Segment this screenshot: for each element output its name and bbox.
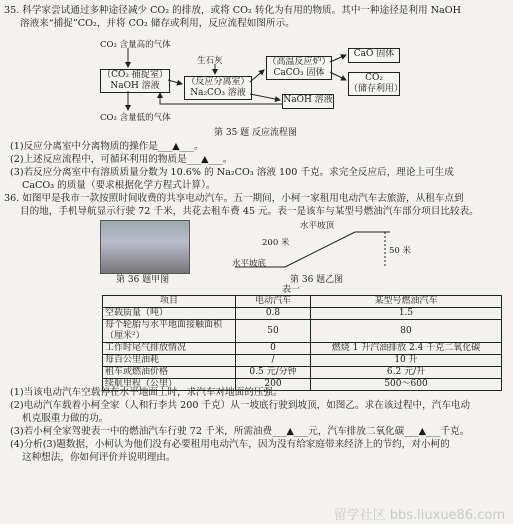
arrow-to-furnace bbox=[250, 70, 264, 82]
co2-capture-title: （CO₂ 捕捉室） bbox=[102, 70, 168, 80]
q35-intro-line1: 35. 科学家尝试通过多种途径减少 CO₂ 的排放，或将 CO₂ 转化为有用的物质。其中一种途径是利用 NaOH bbox=[4, 5, 461, 16]
electric-value: 0 bbox=[236, 343, 311, 355]
slope-length-label: 200 米 bbox=[262, 238, 290, 248]
header-fuel: 某型号燃油汽车 bbox=[311, 296, 502, 308]
reaction-separation-title: （反应分离室） bbox=[186, 77, 250, 87]
figure-a-caption: 第 36 题甲图 bbox=[116, 275, 170, 285]
table-header-row bbox=[103, 296, 502, 308]
fuel-value: 10 升 bbox=[311, 355, 502, 367]
q35-sub3-line1: (3)若反应分离室中有溶质质量分数为 10.6% 的 Na₂CO₃ 溶液 100 千克。求完全反应后，理论上可生成 bbox=[10, 167, 454, 178]
q36-intro-line1: 36. 如图甲是我市一款按照时间收费的共享电动汽车。五一期间，小柯一家租用电动汽车去旅游，从租车点到 bbox=[4, 193, 464, 204]
slope-height-label: 50 米 bbox=[389, 246, 412, 256]
comparison-table bbox=[102, 295, 502, 391]
electric-value: / bbox=[236, 355, 311, 367]
q36-sub2-line1: (2)电动汽车载着小柯全家（人和行李共 200 千克）从一坡底行驶到坡顶，如图乙。求在该过程中，汽车电动 bbox=[10, 400, 471, 411]
arrow-to-separation bbox=[168, 80, 182, 84]
table-row bbox=[103, 343, 502, 355]
q36-sub4-line2: 这种想法，你如何评价并说明理由。 bbox=[22, 452, 176, 463]
furnace-solid: CaCO₃ 固体 bbox=[273, 68, 325, 78]
table-title: 表一 bbox=[282, 285, 301, 295]
q36-sub3: (3)若小柯全家驾驶表一中的燃油汽车行驶 72 千米，所需油费___▲___元，汽车排放二氧化碳___▲___千克。 bbox=[10, 426, 470, 437]
electric-car-photo bbox=[100, 220, 190, 274]
naoh-solution-box: NaOH 溶液 bbox=[282, 94, 334, 109]
figure-b-caption: 第 36 题乙图 bbox=[290, 275, 344, 285]
q35-sub3-line2: CaCO₃ 的质量（要求根据化学方程式计算）。 bbox=[22, 180, 216, 191]
fuel-value: 80 bbox=[311, 320, 502, 343]
row-label: 空载质量（吨） bbox=[103, 308, 236, 320]
slope-base-label: 水平坡底 bbox=[232, 259, 267, 269]
arrow-to-co2-storage bbox=[330, 72, 346, 80]
arrow-to-naoh bbox=[250, 94, 280, 100]
row-label: 续航里程（公里） bbox=[103, 379, 236, 391]
slope-incline bbox=[285, 232, 355, 267]
co2-storage-formula: CO₂ bbox=[365, 73, 383, 83]
row-label: 每个轮胎与水平地面接触面积（厘米²） bbox=[103, 320, 236, 343]
high-co2-gas-label: CO₂ 含量高的气体 bbox=[100, 40, 171, 50]
table-row bbox=[103, 308, 502, 320]
row-label: 租车或燃油价格 bbox=[103, 367, 236, 379]
electric-value: 0.8 bbox=[236, 308, 311, 320]
slope-top-label: 水平坡顶 bbox=[300, 221, 335, 231]
arrow-to-cao bbox=[330, 55, 346, 62]
electric-value: 0.5 元/分钟 bbox=[236, 367, 311, 379]
electric-value: 50 bbox=[236, 320, 311, 343]
q36-sub4-line1: (4)分析(3)题数据，小柯认为他们没有必要租用电动汽车，因为没有给家庭带来经济上的节约，对小柯的 bbox=[10, 439, 450, 450]
q35-sub1: (1)反应分离室中分离物质的操作是___▲___。 bbox=[10, 141, 204, 152]
fuel-value: 1.5 bbox=[311, 308, 502, 320]
reaction-separation-solution: Na₂CO₃ 溶液 bbox=[190, 88, 246, 98]
furnace-title: （高温反应炉） bbox=[267, 57, 331, 67]
row-label: 每百公里油耗 bbox=[103, 355, 236, 367]
table-row bbox=[103, 367, 502, 379]
fuel-value: 500～600 bbox=[311, 379, 502, 391]
flow-arrows bbox=[0, 0, 513, 140]
header-electric: 电动汽车 bbox=[236, 296, 311, 308]
low-co2-gas-label: CO₂ 含量低的气体 bbox=[100, 113, 171, 123]
q36-sub1: (1)当该电动汽车空载停在水平地面上时，求汽车对地面的压强。 bbox=[10, 387, 283, 398]
fuel-value: 6.2 元/升 bbox=[311, 367, 502, 379]
q36-intro-line2: 目的地，手机导航显示行驶 72 千米，共花去租车费 45 元。表一是该车与某型号燃油汽车部分项目比较表。 bbox=[20, 206, 479, 217]
arrow-naoh-recycle bbox=[160, 93, 282, 104]
q35-diagram-caption: 第 35 题 反应流程图 bbox=[214, 128, 298, 138]
fuel-value: 燃烧 1 升汽油排放 2.4 千克二氧化碳 bbox=[311, 343, 502, 355]
electric-value: 200 bbox=[236, 379, 311, 391]
row-label: 工作时尾气排放情况 bbox=[103, 343, 236, 355]
site-watermark: 留学社区 bbs.liuxue86.com bbox=[333, 508, 505, 523]
co2-storage-use: （储存利用） bbox=[349, 84, 404, 94]
table-row bbox=[103, 320, 502, 343]
table-row bbox=[103, 355, 502, 367]
q35-intro-line2: 溶液来“捕捉”CO₂，并将 CO₂ 储存或利用，反应流程如图所示。 bbox=[20, 18, 295, 29]
co2-capture-solution: NaOH 溶液 bbox=[110, 81, 160, 91]
lime-label: 生石灰 bbox=[197, 56, 223, 66]
q35-sub2: (2)上述反应流程中，可循环利用的物质是___▲___。 bbox=[10, 154, 233, 165]
q36-sub2-line2: 机克服重力做的功。 bbox=[22, 413, 109, 424]
header-item: 项目 bbox=[103, 296, 236, 308]
cao-solid-box: CaO 固体 bbox=[348, 48, 400, 63]
